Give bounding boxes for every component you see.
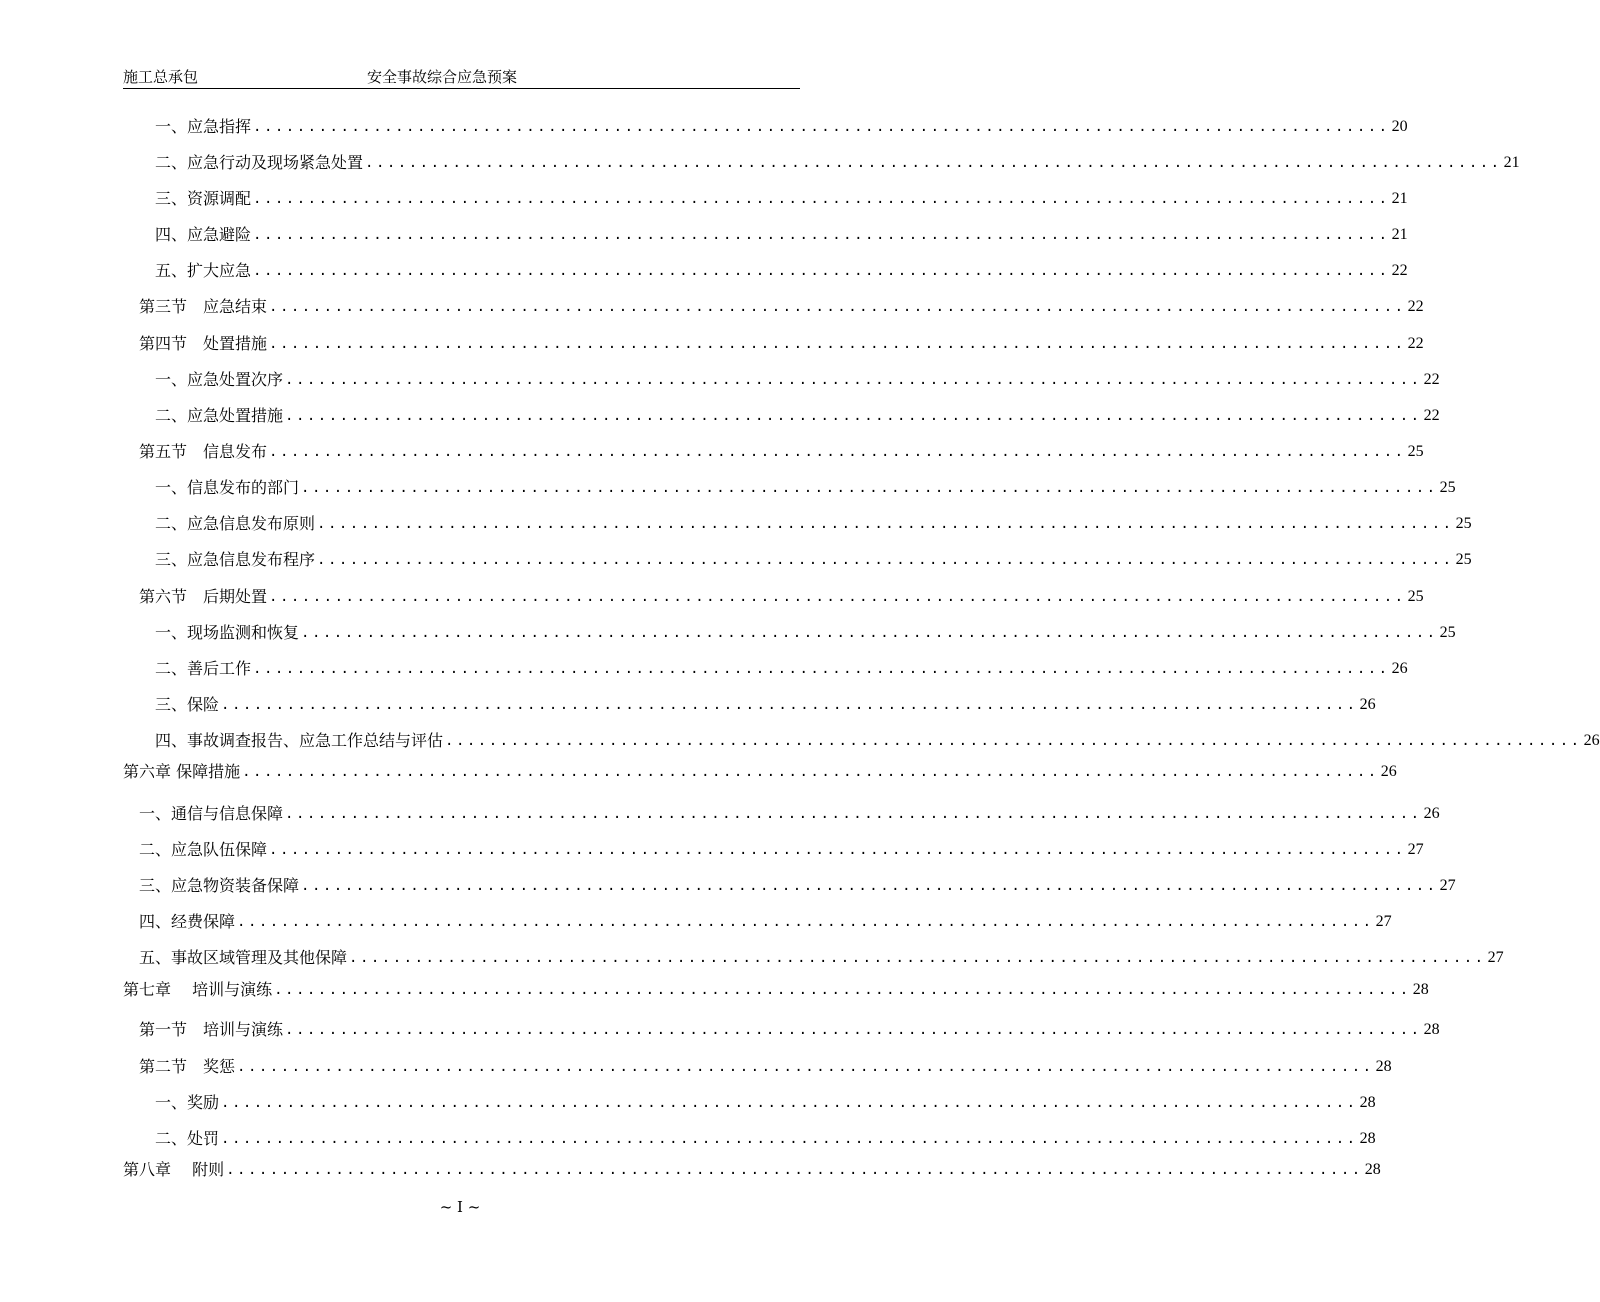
toc-dot-leader: ........................................................................................................ (317, 552, 1454, 568)
toc-dot-leader: ........................................................................................................ (269, 444, 1406, 460)
toc-dot-leader: ........................................................................................................ (269, 299, 1406, 315)
toc-dot-leader: ........................................................................................................ (237, 1059, 1374, 1075)
toc-dot-leader: ........................................................................................................ (221, 1131, 1358, 1147)
toc-dot-leader: ........................................................................................................ (365, 155, 1502, 171)
toc-dot-leader: ........................................................................................................ (221, 697, 1358, 713)
toc-dot-leader: ........................................................................................................ (317, 516, 1454, 532)
toc-entry-label: 三、资源调配 (155, 189, 252, 208)
header-title: 安全事故综合应急预案 (367, 68, 518, 86)
toc-page-number: 27 (1407, 841, 1424, 858)
toc-page-number: 22 (1407, 335, 1424, 352)
toc-page-number: 28 (1364, 1161, 1381, 1178)
toc-dot-leader: ........................................................................................................ (274, 982, 1411, 998)
toc-entry[interactable] (155, 1092, 1376, 1114)
toc-entry-label: 二、善后工作 (155, 659, 252, 678)
toc-entry-label: 五、事故区域管理及其他保障 (139, 948, 348, 967)
toc-entry[interactable] (139, 875, 1456, 897)
toc-entry-label: 二、应急信息发布原则 (155, 514, 316, 533)
toc-entry-label: 三、应急物资装备保障 (139, 876, 300, 895)
toc-entry-label: 二、应急队伍保障 (139, 840, 268, 859)
toc-entry[interactable] (155, 513, 1472, 535)
toc-dot-leader: ........................................................................................................ (226, 1162, 1363, 1178)
toc-dot-leader: ........................................................................................................ (253, 227, 1390, 243)
toc-entry[interactable] (155, 260, 1408, 282)
toc-entry[interactable] (155, 369, 1440, 391)
toc-entry[interactable] (123, 979, 1429, 1001)
toc-entry[interactable] (139, 586, 1424, 608)
toc-entry-label: 第一节 培训与演练 (139, 1020, 284, 1039)
toc-page-number: 27 (1439, 877, 1456, 894)
toc-page-number: 26 (1583, 732, 1600, 749)
toc-entry-label: 二、处罚 (155, 1129, 220, 1148)
page-footer (0, 1198, 920, 1216)
toc-dot-leader: ........................................................................................................ (301, 878, 1438, 894)
toc-page-number: 27 (1375, 913, 1392, 930)
toc-dot-leader: ........................................................................................................ (285, 1022, 1422, 1038)
toc-dot-leader: ........................................................................................................ (242, 764, 1379, 780)
toc-dot-leader: ........................................................................................................ (269, 842, 1406, 858)
toc-page-number: 22 (1391, 262, 1408, 279)
toc-entry-label: 第四节 处置措施 (139, 334, 268, 353)
toc-page-number: 25 (1407, 443, 1424, 460)
toc-dot-leader: ........................................................................................................ (285, 372, 1422, 388)
toc-dot-leader: ........................................................................................................ (301, 480, 1438, 496)
toc-entry[interactable] (139, 296, 1424, 318)
toc-entry[interactable] (139, 803, 1440, 825)
toc-entry[interactable] (139, 947, 1504, 969)
toc-entry[interactable] (155, 730, 1600, 752)
toc-entry-label: 一、应急指挥 (155, 117, 252, 136)
toc-dot-leader: ........................................................................................................ (269, 336, 1406, 352)
toc-page-number: 28 (1359, 1130, 1376, 1147)
toc-entry[interactable] (123, 761, 1397, 783)
toc-page-number: 21 (1503, 154, 1520, 171)
toc-entry[interactable] (139, 441, 1424, 463)
toc-dot-leader: ........................................................................................................ (285, 806, 1422, 822)
toc-entry-label: 四、应急避险 (155, 225, 252, 244)
header-left-text: 施工总承包 (123, 68, 199, 86)
toc-entry[interactable] (155, 694, 1376, 716)
toc-entry-label: 三、应急信息发布程序 (155, 550, 316, 569)
toc-page-number: 25 (1455, 515, 1472, 532)
toc-entry-label: 第六节 后期处置 (139, 587, 268, 606)
toc-dot-leader: ........................................................................................................ (253, 119, 1390, 135)
toc-entry[interactable] (155, 405, 1440, 427)
toc-entry[interactable] (155, 658, 1408, 680)
toc-entry-label: 二、应急处置措施 (155, 406, 284, 425)
toc-page-number: 21 (1391, 226, 1408, 243)
toc-entry[interactable] (139, 839, 1424, 861)
toc-page-number: 22 (1407, 298, 1424, 315)
toc-entry[interactable] (155, 1128, 1376, 1150)
toc-page-number: 26 (1423, 805, 1440, 822)
toc-page-number: 28 (1412, 981, 1429, 998)
toc-page-number: 21 (1391, 190, 1408, 207)
toc-page-number: 27 (1487, 949, 1504, 966)
toc-entry-label: 四、事故调查报告、应急工作总结与评估 (155, 731, 444, 750)
toc-entry[interactable] (155, 622, 1456, 644)
toc-page-number: 26 (1380, 763, 1397, 780)
toc-entry-label: 一、奖励 (155, 1093, 220, 1112)
toc-entry[interactable] (155, 152, 1520, 174)
toc-dot-leader: ........................................................................................................ (349, 950, 1486, 966)
toc-dot-leader: ........................................................................................................ (301, 625, 1438, 641)
toc-entry-label: 第七章 培训与演练 (123, 980, 273, 999)
toc-entry-label: 二、应急行动及现场紧急处置 (155, 153, 364, 172)
toc-entry[interactable] (155, 188, 1408, 210)
toc-entry[interactable] (155, 477, 1456, 499)
toc-entry[interactable] (139, 1056, 1392, 1078)
toc-entry-label: 第六章 保障措施 (123, 762, 241, 781)
toc-page-number: 20 (1391, 118, 1408, 135)
toc-entry-label: 一、信息发布的部门 (155, 478, 300, 497)
toc-dot-leader: ........................................................................................................ (237, 914, 1374, 930)
toc-page-number: 25 (1439, 479, 1456, 496)
toc-entry-label: 第五节 信息发布 (139, 442, 268, 461)
toc-entry-label: 第八章 附则 (123, 1160, 225, 1179)
page-header (123, 66, 800, 89)
toc-entry-label: 一、应急处置次序 (155, 370, 284, 389)
page-number-label: ~ I ~ (439, 1198, 481, 1216)
toc-entry[interactable] (139, 333, 1424, 355)
toc-page-number: 25 (1407, 588, 1424, 605)
toc-entry-label: 第二节 奖惩 (139, 1057, 236, 1076)
toc-page-number: 28 (1359, 1094, 1376, 1111)
toc-page-number: 25 (1455, 551, 1472, 568)
toc-entry-label: 一、通信与信息保障 (139, 804, 284, 823)
toc-entry[interactable] (155, 224, 1408, 246)
toc-entry[interactable] (155, 549, 1472, 571)
toc-entry-label: 四、经费保障 (139, 912, 236, 931)
toc-entry-label: 第三节 应急结束 (139, 297, 268, 316)
toc-dot-leader: ........................................................................................................ (253, 191, 1390, 207)
toc-dot-leader: ........................................................................................................ (253, 263, 1390, 279)
toc-entry[interactable] (123, 1159, 1381, 1181)
toc-dot-leader: ........................................................................................................ (269, 589, 1406, 605)
toc-page-number: 22 (1423, 371, 1440, 388)
toc-dot-leader: ........................................................................................................ (253, 661, 1390, 677)
toc-entry[interactable] (139, 1019, 1440, 1041)
toc-dot-leader: ........................................................................................................ (445, 733, 1582, 749)
toc-entry[interactable] (139, 911, 1392, 933)
toc-dot-leader: ........................................................................................................ (221, 1095, 1358, 1111)
toc-page-number: 26 (1359, 696, 1376, 713)
toc-page-number: 25 (1439, 624, 1456, 641)
toc-entry-label: 一、现场监测和恢复 (155, 623, 300, 642)
toc-entry[interactable] (155, 116, 1408, 138)
toc-entry-label: 五、扩大应急 (155, 261, 252, 280)
toc-page-number: 22 (1423, 407, 1440, 424)
toc-page-number: 28 (1423, 1021, 1440, 1038)
toc-page-number: 26 (1391, 660, 1408, 677)
toc-dot-leader: ........................................................................................................ (285, 408, 1422, 424)
toc-entry-label: 三、保险 (155, 695, 220, 714)
toc-page-number: 28 (1375, 1058, 1392, 1075)
